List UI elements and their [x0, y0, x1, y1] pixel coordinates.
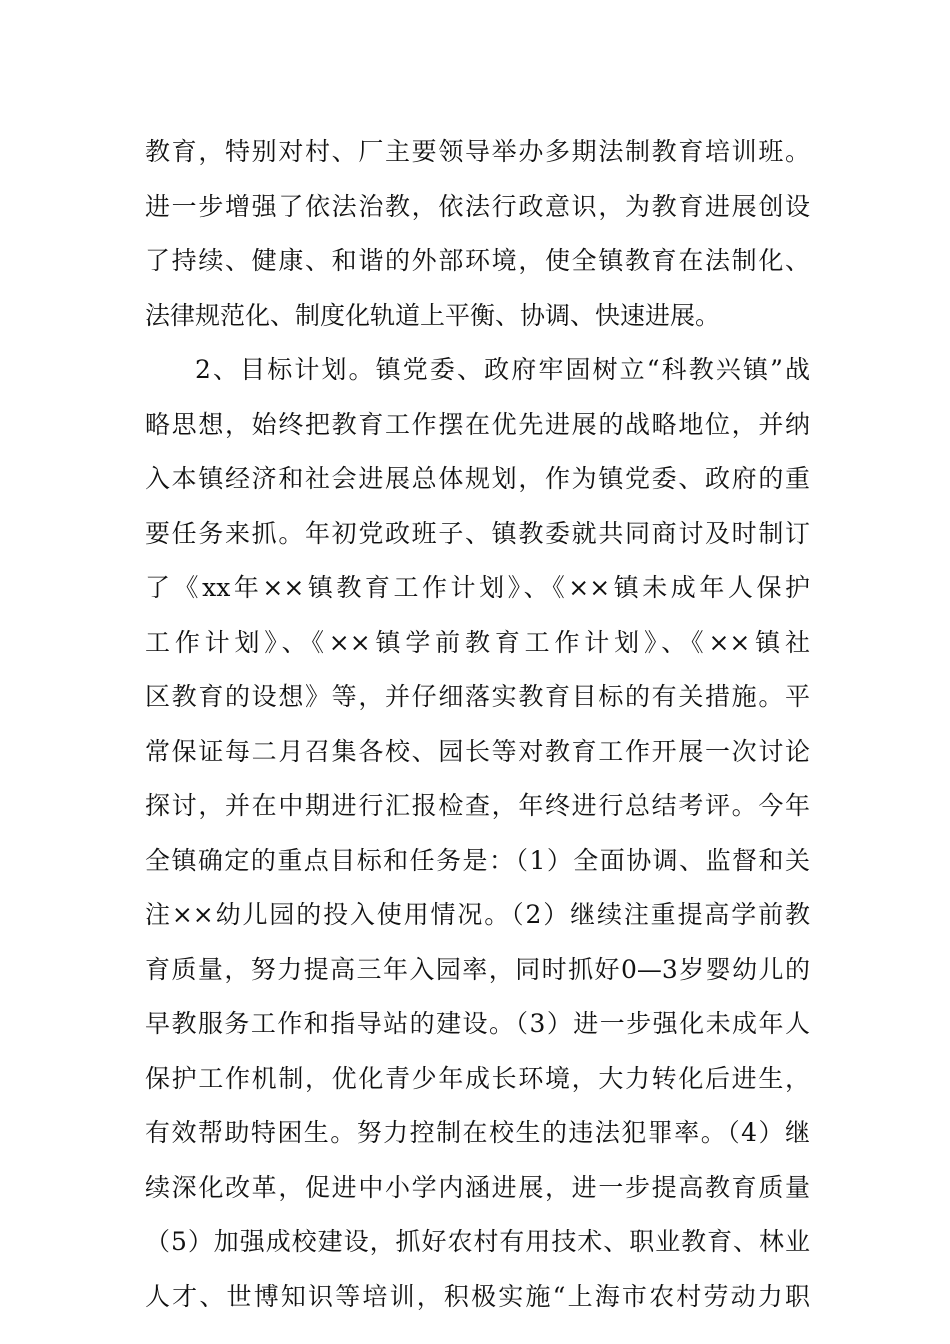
text-line: 法律规范化、制度化轨道上平衡、协调、快速进展。 — [145, 300, 721, 330]
text-line: 人才、世博知识等培训，积极实施“上海市农村劳动力职 — [145, 1281, 810, 1311]
text-line: 探讨，并在中期进行汇报检查，年终进行总结考评。今年 — [145, 791, 810, 820]
paragraph-start-line: 2、目标计划。镇党委、政府牢固树立“科教兴镇”战 — [195, 355, 810, 384]
text-line: 教育，特别对村、厂主要领导举办多期法制教育培训班。 — [145, 137, 810, 166]
text-line: 略思想，始终把教育工作摆在优先进展的战略地位，并纳 — [145, 409, 810, 439]
text-line: 育质量，努力提高三年入园率，同时抓好0—3岁婴幼儿的 — [145, 954, 810, 984]
text-line: 注××幼儿园的投入使用情况。（2）继续注重提高学前教 — [145, 900, 810, 929]
text-line: 全镇确定的重点目标和任务是：（1）全面协调、监督和关 — [145, 845, 810, 875]
text-line: 保护工作机制，优化青少年成长环境，大力转化后进生， — [145, 1063, 810, 1093]
text-line: 了持续、健康、和谐的外部环境，使全镇教育在法制化、 — [145, 246, 810, 275]
text-line: 有效帮助特困生。努力控制在校生的违法犯罪率。（4）继 — [145, 1118, 810, 1147]
text-line: 常保证每二月召集各校、园长等对教育工作开展一次讨论 — [145, 736, 810, 766]
text-line: 工作计划》、《××镇学前教育工作计划》、《××镇社 — [145, 627, 810, 657]
text-line: 入本镇经济和社会进展总体规划，作为镇党委、政府的重 — [145, 464, 810, 493]
text-line: 续深化改革，促进中小学内涵进展，进一步提高教育质量 — [145, 1172, 810, 1202]
text-line: 进一步增强了依法治教，依法行政意识，为教育进展创设 — [145, 191, 810, 221]
text-line: 了《xx年××镇教育工作计划》、《××镇未成年人保护 — [145, 573, 810, 602]
text-line: 早教服务工作和指导站的建设。（3）进一步强化未成年人 — [145, 1009, 810, 1038]
text-line: 要任务来抓。年初党政班子、镇教委就共同商讨及时制订 — [145, 518, 810, 548]
text-line: 区教育的设想》等，并仔细落实教育目标的有关措施。平 — [145, 682, 810, 711]
text-line: （5）加强成校建设，抓好农村有用技术、职业教育、林业 — [145, 1227, 810, 1256]
body-text — [145, 125, 810, 1324]
